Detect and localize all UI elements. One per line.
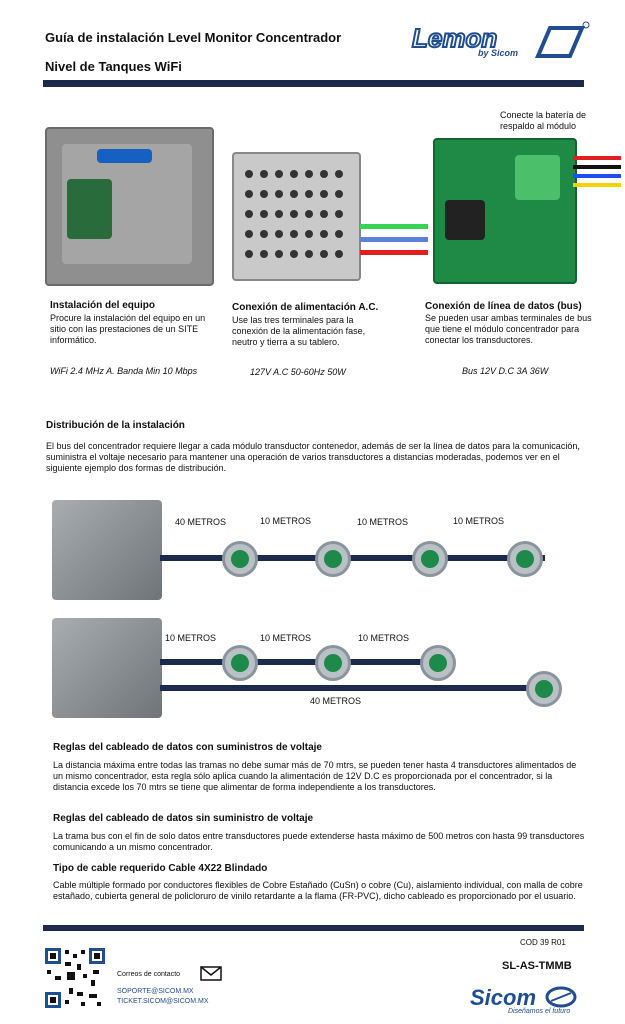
doc-code: COD 39 R01 xyxy=(520,938,566,947)
mail-icon xyxy=(200,966,222,981)
col2-heading: Conexión de alimentación A.C. xyxy=(232,302,379,313)
product-sku: SL-AS-TMMB xyxy=(502,960,572,972)
d2-label-2: 10 METROS xyxy=(260,633,312,643)
footer-divider xyxy=(43,925,584,931)
bus-cable-1 xyxy=(160,555,545,561)
transducer-1-2 xyxy=(315,541,351,577)
qr-code xyxy=(45,948,105,1008)
transducer-2-1 xyxy=(222,645,258,681)
rule1-title: Reglas del cableado de datos con suministros de voltaje xyxy=(53,742,322,753)
contact-label: Correos de contacto xyxy=(117,971,181,978)
col3-heading: Conexión de línea de datos (bus) xyxy=(425,301,582,312)
distribution-text: El bus del concentrador requiere llegar a cada módulo transductor contenedor, además de ser la línea de datos para la comunicación, suministra el voltaje necesario para mantener una operación de varios transductores a distancias moderadas, podemos ver en el siguiente ejemplo dos formas de distribución. xyxy=(46,441,580,473)
transducer-1-4 xyxy=(507,541,543,577)
rule2-text: La trama bus con el fin de solo datos entre transductores puede extenderse hasta máximo de 500 metros con hasta 99 transductores comunicando a un mismo concentrador. xyxy=(53,831,585,852)
rule3-title: Tipo de cable requerido Cable 4X22 Blindado xyxy=(53,863,268,874)
battery-note: Conecte la batería de respaldo al módulo xyxy=(500,110,587,131)
col3-text: Se pueden usar ambas terminales de bus que tiene el módulo concentrador para conectar los transductores. xyxy=(425,313,592,345)
bus-cable-2a xyxy=(160,659,450,665)
page-subtitle: Nivel de Tanques WiFi xyxy=(45,59,182,74)
transducer-2-2 xyxy=(315,645,351,681)
transducer-2-3 xyxy=(420,645,456,681)
transducer-1-1 xyxy=(222,541,258,577)
d1-label-2: 10 METROS xyxy=(260,516,312,526)
col1-spec: WiFi 2.4 MHz A. Banda Min 10 Mbps xyxy=(50,366,198,376)
col1-text: Procure la instalación del equipo en un sitio con las prestaciones de un SITE informático. xyxy=(50,313,206,345)
svg-text:Lemon: Lemon xyxy=(412,23,498,53)
d1-label-4: 10 METROS xyxy=(453,516,505,526)
d2-label-1: 10 METROS xyxy=(165,633,217,643)
sicom-logo-text: Sicom xyxy=(470,985,537,1010)
d1-label-1: 40 METROS xyxy=(175,517,227,527)
sicom-tagline: Diseñamos el futuro xyxy=(508,1008,571,1015)
transducer-2-4 xyxy=(526,671,562,707)
col3-spec: Bus 12V D.C 3A 36W xyxy=(462,366,549,376)
email-ticket[interactable]: TICKET.SICOM@SICOM.MX xyxy=(117,998,209,1005)
bus-wires xyxy=(573,156,621,188)
bus-cable-2b xyxy=(160,685,540,691)
col1-heading: Instalación del equipo xyxy=(50,300,156,311)
d1-label-3: 10 METROS xyxy=(357,517,409,527)
col2-text: Use las tres terminales para la conexión de la alimentación fase, neutro y tierra a su tablero. xyxy=(232,315,366,347)
distribution-title: Distribución de la instalación xyxy=(46,420,185,431)
transducer-1-3 xyxy=(412,541,448,577)
ac-wires xyxy=(360,220,428,260)
col2-spec: 127V A.C 50-60Hz 50W xyxy=(250,367,346,377)
power-supply-image xyxy=(232,152,361,281)
lemon-logo-sub: by Sicom xyxy=(478,48,519,58)
rule2-title: Reglas del cableado de datos sin suministro de voltaje xyxy=(53,813,314,824)
concentrator-box-2 xyxy=(52,618,162,718)
controller-board-image xyxy=(433,138,577,284)
enclosure-image xyxy=(45,127,214,286)
d2-label-4: 40 METROS xyxy=(310,696,362,706)
d2-label-3: 10 METROS xyxy=(358,633,410,643)
sicom-logo-mark xyxy=(545,985,577,1009)
header-divider xyxy=(43,80,584,87)
email-support[interactable]: SOPORTE@SICOM.MX xyxy=(117,988,194,995)
rule3-text: Cable múltiple formado por conductores flexibles de Cobre Estañado (CuSn) o cobre (Cu), aislamiento individual, con malla de cobre estañado, cubierta general de policloruro de vinilo retardante a la flama (FR-PVC), dicho cableado es proporcionado por el usuario. xyxy=(53,880,583,901)
concentrator-box-1 xyxy=(52,500,162,600)
rule1-text: La distancia máxima entre todas las tramas no debe sumar más de 70 mtrs, se pueden tener hasta 4 transductores alimentados de un mismo concentrador, esta regla sólo aplica cuando la alimentación de 12V D.C es proporcionada por el concentrador, si la distancia excede los 70 mtrs se tiene que alimentar de forma independiente a los transductores. xyxy=(53,760,577,792)
page-title: Guía de instalación Level Monitor Concentrador xyxy=(45,30,342,45)
